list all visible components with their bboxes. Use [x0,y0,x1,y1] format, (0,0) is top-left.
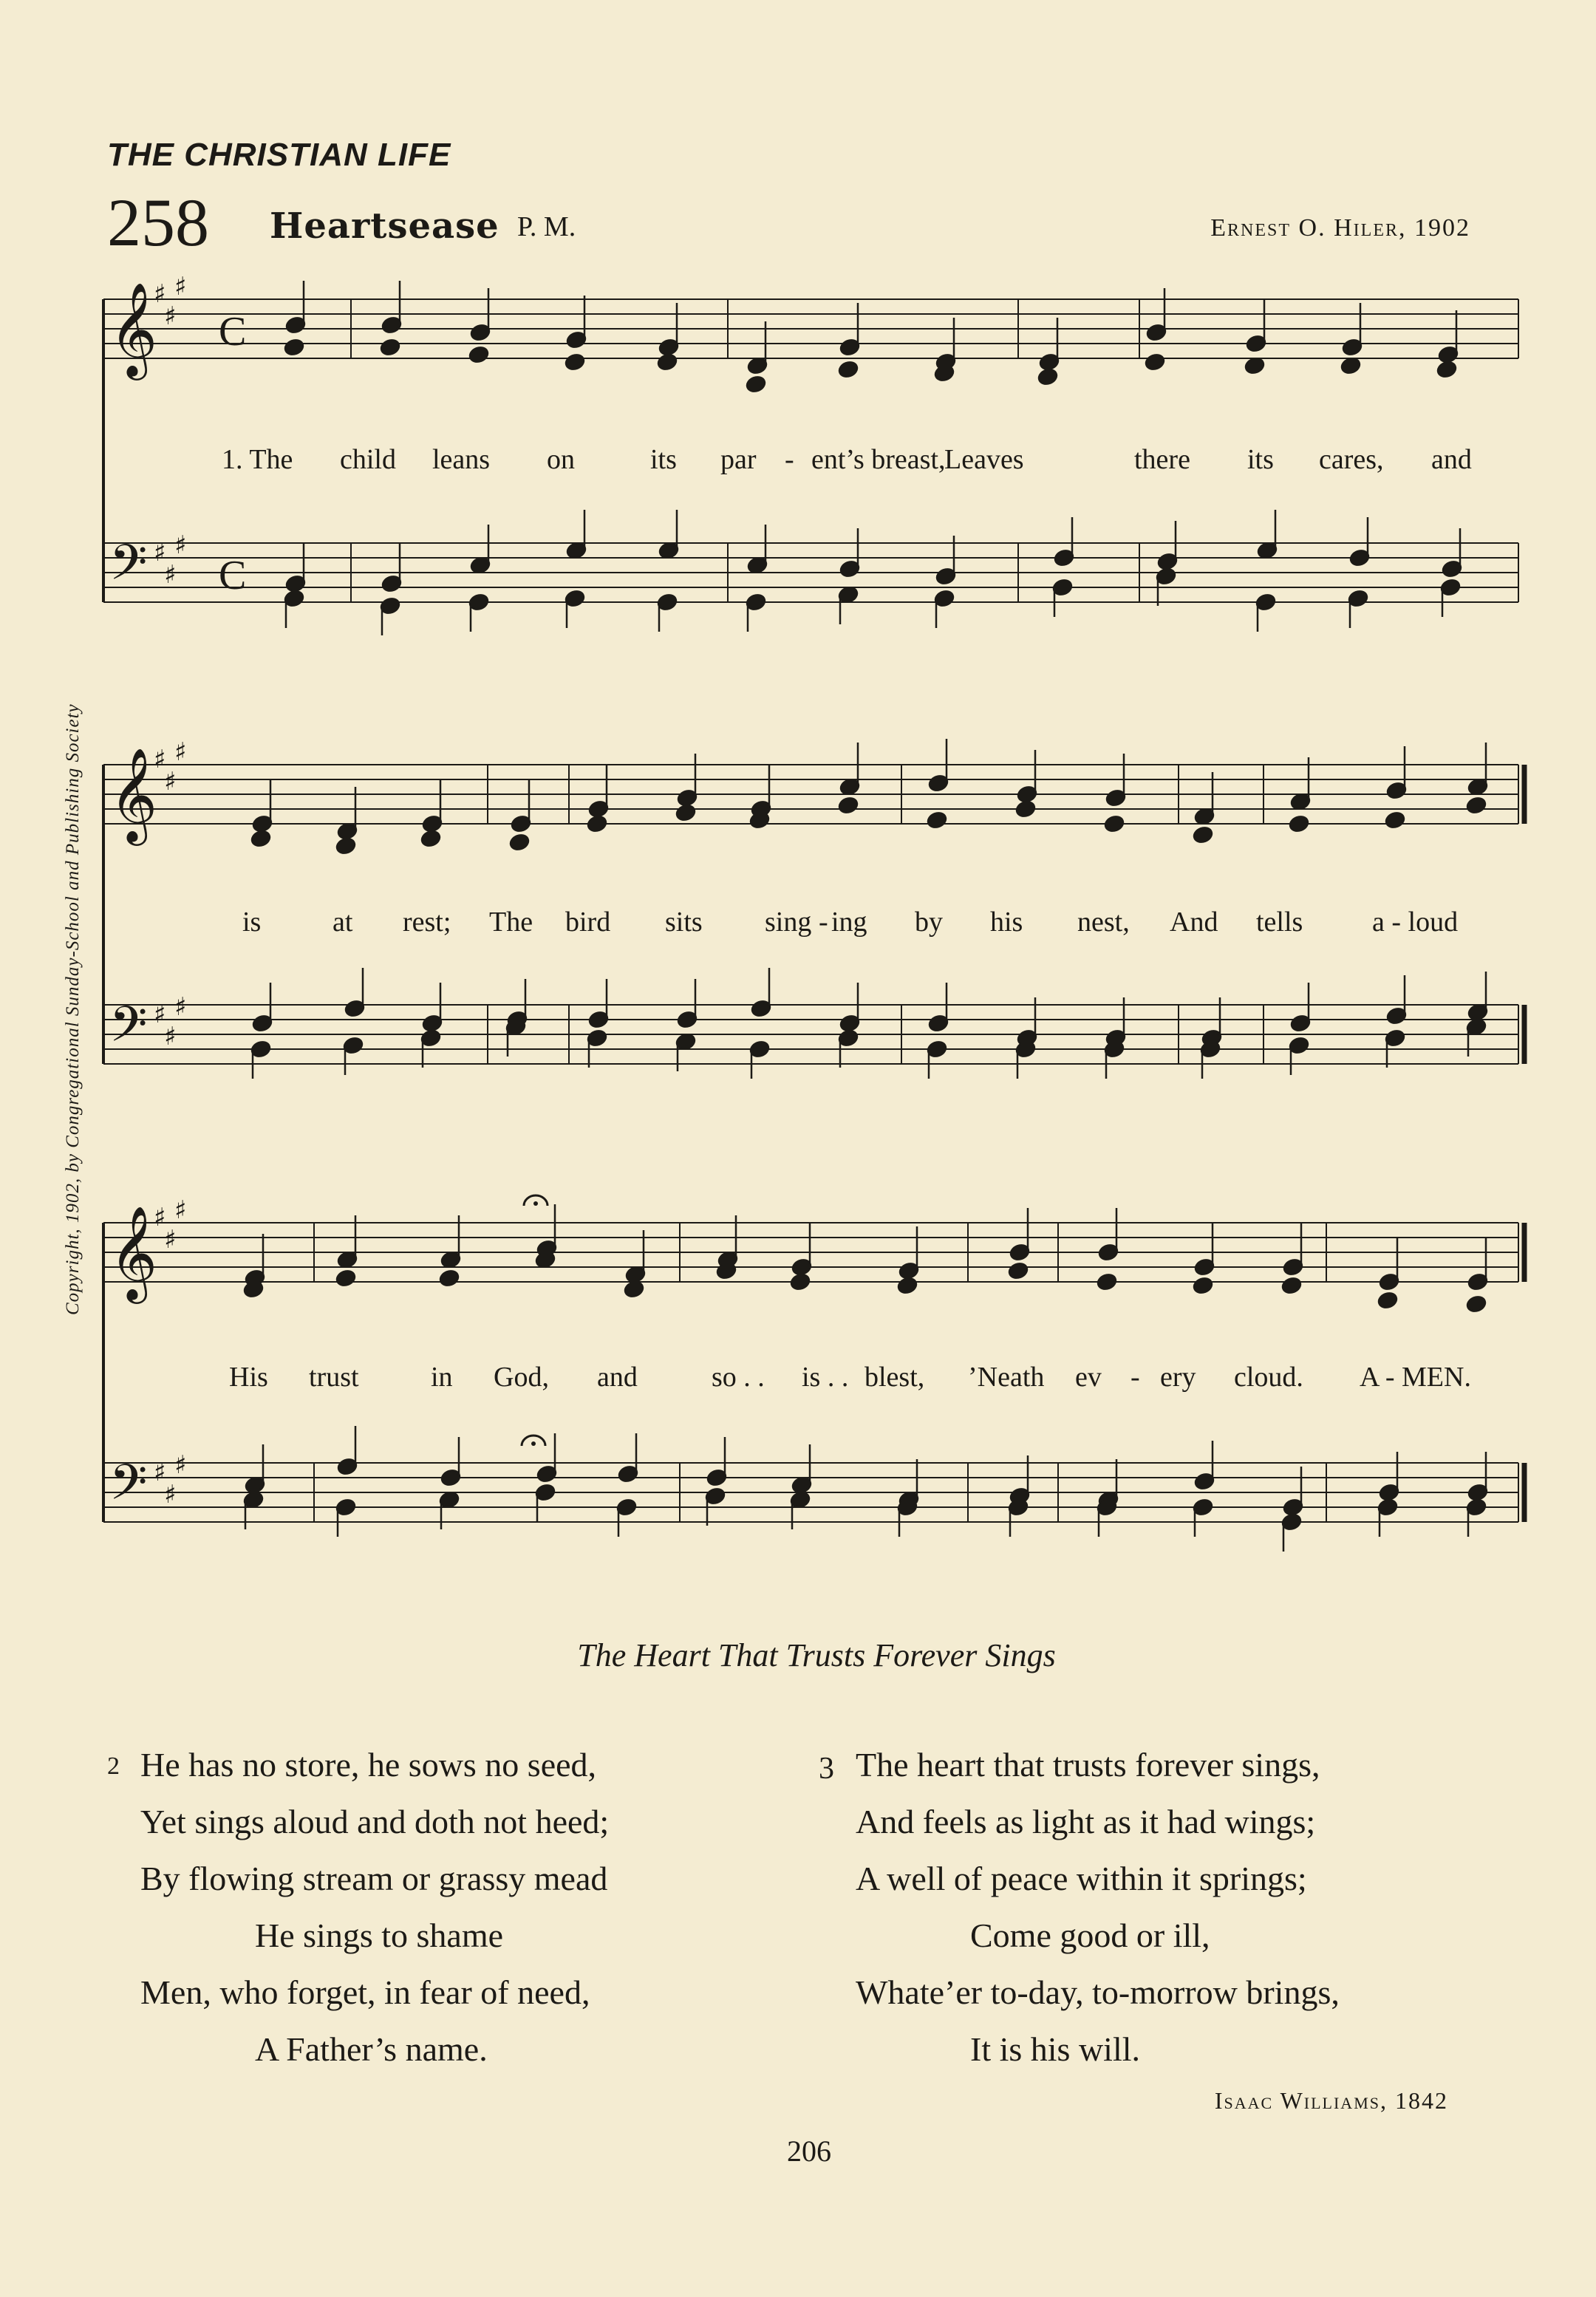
lyric-syllable: is . . [802,1362,849,1393]
lyric-syllable: child [340,444,396,475]
note-head [1193,825,1214,844]
sharp-sign: ♯ [164,767,177,796]
lyric-syllable: bird [565,907,611,938]
note-head [1008,1261,1029,1280]
sharp-sign: ♯ [164,1225,177,1255]
bass-clef: 𝄢 [109,1454,148,1523]
sharp-sign: ♯ [154,1000,166,1029]
stanza-line: He sings to shame [255,1917,504,1954]
stanza-line: By flowing stream or grassy mead [140,1860,608,1897]
note-head [1436,360,1458,378]
note-head [250,829,272,847]
lyric-syllable: A - MEN. [1360,1362,1471,1393]
treble-clef: 𝄞 [109,1205,158,1300]
author-credit: Isaac Williams, 1842 [1214,2087,1448,2114]
lyric-syllable: trust [309,1362,359,1393]
note-head [439,1269,460,1287]
lyric-syllable: there [1134,444,1190,475]
note-head [1037,367,1059,386]
note-head [1289,814,1310,833]
sharp-sign: ♯ [174,530,187,560]
lyric-syllable: ’Neath [968,1362,1045,1393]
stanza-3 [819,1736,1340,2078]
stanza-line: Whate’er to-day, to-morrow brings, [856,1973,1340,2011]
note-head [420,829,442,847]
lyric-syllable: tells [1256,907,1303,938]
lyric-syllable: ery [1160,1362,1196,1393]
lyric-syllable: - [785,444,794,475]
lyric-syllable: ent’s breast, [811,444,946,475]
note-head [1104,814,1125,833]
lyric-syllable: and [597,1362,638,1393]
lyric-syllable: nest, [1077,907,1130,938]
note-head [675,803,697,822]
stanza-line: Come good or ill, [970,1917,1210,1954]
lyric-syllable: cloud. [1234,1362,1303,1393]
note-head [897,1276,918,1294]
stanza-2 [107,1736,610,2078]
sharp-sign: ♯ [164,560,177,590]
copyright-notice: Copyright, 1902, by Congregational Sunday-School and Publishing Society [63,703,83,1315]
lyric-syllable: at [332,907,353,938]
lyric-syllable: His [229,1362,268,1393]
stanza-line: And feels as light as it had wings; [856,1803,1316,1840]
sharp-sign: ♯ [154,1458,166,1487]
lyric-syllable: so . . [712,1362,765,1393]
lyric-syllable: And [1170,907,1218,938]
lyric-syllable: leans [432,444,491,475]
lyric-syllable: 1. The [222,444,293,475]
note-head [1377,1291,1399,1309]
note-head [1097,1272,1118,1291]
note-head [1466,1294,1487,1313]
time-signature: C [219,309,247,355]
stanza-line: A well of peace within it springs; [856,1860,1307,1897]
note-head [1281,1276,1303,1294]
note-head [1244,356,1266,375]
note-head [335,836,357,855]
note-head [1015,799,1037,818]
lyric-syllable: ev [1075,1362,1102,1393]
note-head [624,1280,645,1298]
note-head [790,1272,811,1291]
lyric-syllable: its [650,444,677,475]
sharp-sign: ♯ [174,737,187,767]
note-head [1340,356,1362,375]
sharp-sign: ♯ [164,1022,177,1051]
note-head [284,338,305,356]
lyric-syllable: its [1247,444,1274,475]
note-head [927,810,948,829]
section-title: THE CHRISTIAN LIFE [107,137,451,173]
meter: P. M. [517,211,576,242]
sharp-sign: ♯ [174,1195,187,1225]
lyric-syllable: a - loud [1372,907,1459,938]
note-head [838,796,859,814]
time-signature: C [219,553,247,598]
fermata-dot [531,1441,536,1446]
tune-name: Heartsease [270,205,499,247]
lyric-syllable: God, [494,1362,549,1393]
note-head [509,833,531,851]
note-head [380,338,401,356]
note-head [1385,810,1406,829]
lyric-syllable: blest, [864,1362,925,1393]
note-head [468,345,490,364]
lyric-syllable: cares, [1319,444,1384,475]
treble-clef: 𝄞 [109,747,158,842]
lyric-syllable: - [1130,1362,1140,1393]
note-head [746,375,767,393]
stanza-number: 3 [819,1752,834,1786]
stanza-line: He has no store, he sows no seed, [140,1746,597,1784]
sharp-sign: ♯ [174,992,187,1022]
sharp-sign: ♯ [154,538,166,567]
lyric-syllable: by [915,907,943,938]
lyric-syllable: is [242,907,262,938]
stanza-line: It is his will. [970,2030,1141,2068]
stanza-number: 2 [107,1752,120,1780]
note-head [657,352,678,371]
sharp-sign: ♯ [164,301,177,331]
note-head [838,360,859,378]
sharp-sign: ♯ [164,1480,177,1509]
sharp-sign: ♯ [154,1203,166,1232]
note-head [565,352,586,371]
lyric-syllable: rest; [403,907,451,938]
treble-clef: 𝄞 [109,281,158,376]
note-head [335,1269,357,1287]
note-head [1193,1276,1214,1294]
stanza-line: Men, who forget, in fear of need, [140,1973,590,2011]
stanza-line: Yet sings aloud and doth not heed; [140,1803,610,1840]
bass-clef: 𝄢 [109,534,148,603]
lyric-syllable: sing [765,907,812,938]
stanza-line: The heart that trusts forever sings, [856,1746,1320,1784]
lyric-syllable: his [990,907,1023,938]
lyric-syllable: and [1431,444,1472,475]
note-head [587,814,608,833]
lyric-syllable: on [547,444,575,475]
sharp-sign: ♯ [174,272,187,301]
lyric-syllable: ing [831,907,867,938]
lyric-syllable: sits [665,907,703,938]
lyric-syllable: par [720,444,757,475]
composer-credit: Ernest O. Hiler, 1902 [1210,214,1470,242]
page-number: 206 [787,2134,831,2168]
fermata-dot [533,1201,538,1206]
lyric-syllable: The [489,907,533,938]
note-head [1466,796,1487,814]
stanza-line: A Father’s name. [255,2030,488,2068]
sharp-sign: ♯ [154,745,166,774]
hymn-number: 258 [107,185,209,260]
lyric-syllable: Leaves [944,444,1024,475]
note-head [1145,352,1166,371]
sharp-sign: ♯ [154,279,166,309]
poem-title: The Heart That Trusts Forever Sings [577,1637,1056,1673]
lyric-syllable: - [819,907,828,938]
lyric-syllable: in [431,1362,453,1393]
sharp-sign: ♯ [174,1450,187,1480]
bass-clef: 𝄢 [109,996,148,1065]
